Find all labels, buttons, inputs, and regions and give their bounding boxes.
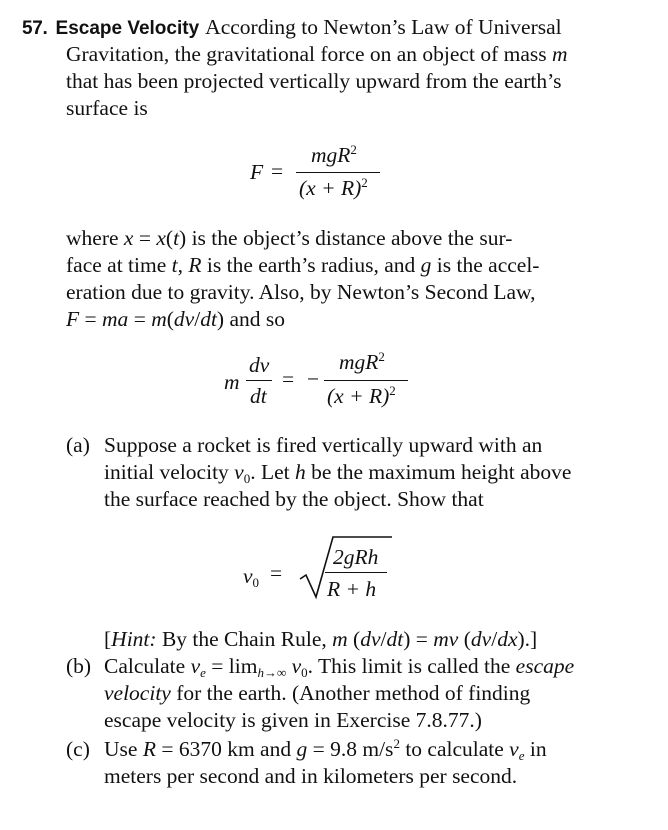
t: for the earth. (Another method of finding (170, 681, 531, 705)
intro-line-1: According to Newton’s Law of Universal (205, 15, 562, 39)
problem-title: Escape Velocity (55, 18, 200, 39)
part-c-line-1 (104, 736, 547, 763)
eq1-equals: = (271, 159, 284, 183)
var-dx: dx (497, 627, 518, 651)
var-dt: dt (386, 627, 404, 651)
part-c-label: (c) (66, 737, 90, 761)
eq2-numerator-right-exp: 2 (378, 349, 385, 364)
var-ma: ma (102, 307, 129, 331)
eq1-numerator-exp: 2 (350, 142, 357, 157)
part-c-line-2: meters per second and in kilometers per second. (104, 764, 518, 788)
var-x: x (156, 226, 166, 250)
t: / (491, 627, 498, 651)
intro-line-2-wrap (66, 41, 568, 68)
var-dv: dv (470, 627, 492, 651)
hint-word: Hint: (111, 627, 157, 651)
eq2-fraction-bar-left (246, 380, 272, 381)
var-dt: dt (200, 307, 217, 331)
t: . Let (250, 460, 295, 484)
t: initial velocity (104, 460, 235, 484)
t: = 9.8 m/s (307, 737, 394, 761)
part-b-label: (b) (66, 654, 92, 678)
intro-line-3: that has been projected vertically upward from the earth’s (66, 69, 562, 93)
eq1-numerator (311, 143, 357, 168)
emph-velocity: velocity (104, 681, 171, 705)
sub-0: 0 (243, 471, 251, 486)
var-t: t (173, 226, 180, 250)
t: / (194, 307, 201, 331)
eq2-denominator-right (327, 384, 396, 409)
part-b-line-3: escape velocity is given in Exercise 7.8.77.) (104, 708, 482, 732)
intro-line-2: Gravitation, the gravitational force on an object of mass (66, 42, 547, 66)
eq2-num-left: dv (249, 353, 270, 377)
eq2-numerator-right-text: mgR (339, 350, 379, 374)
var-v: v (190, 654, 201, 678)
var-m: m (332, 627, 348, 651)
var-v: v (234, 460, 244, 484)
mass-symbol: m (551, 42, 568, 66)
var-h: h (295, 460, 306, 484)
eq3-equals: = (270, 561, 283, 585)
eq2-minus: − (307, 367, 320, 391)
eq2-equals: = (282, 367, 295, 391)
t: / (380, 627, 387, 651)
t: = lim (205, 654, 258, 678)
t: . This limit is called the (307, 654, 516, 678)
body-line-1 (66, 225, 512, 252)
t: ).] (517, 627, 538, 651)
eq2-denominator-right-exp: 2 (389, 383, 396, 398)
problem-number: 57. (22, 18, 48, 39)
t: , (177, 253, 189, 277)
t: Calculate (104, 654, 191, 678)
eq2-numerator-right (339, 350, 385, 375)
body-line-4 (66, 306, 285, 333)
eq3-lhs-sub: 0 (252, 575, 260, 590)
eq2-denominator-right-text: (x + R) (327, 384, 390, 408)
t: = (133, 226, 157, 250)
var-r: R (188, 253, 202, 277)
part-a-line-2 (104, 459, 571, 486)
eq1-denominator-exp: 2 (361, 175, 368, 190)
eq1-denominator-text: (x + R) (299, 176, 362, 200)
eq3-numerator: 2gRh (333, 545, 379, 569)
t: By the Chain Rule, (156, 627, 333, 651)
eq1-fraction-bar (296, 172, 380, 173)
t: face at time (66, 253, 172, 277)
eq2-den-left: dt (250, 384, 267, 408)
eq1-denominator (299, 176, 368, 201)
var-g: g (420, 253, 432, 277)
eq3-denominator: R + h (327, 577, 377, 601)
t: = (128, 307, 152, 331)
var-f: F (66, 307, 80, 331)
t: ( (166, 307, 174, 331)
t: in (524, 737, 547, 761)
hint-line (104, 626, 537, 653)
t: ( (458, 627, 471, 651)
eq3-lhs-v: v (243, 564, 253, 588)
var-m: m (151, 307, 167, 331)
t: where (66, 226, 124, 250)
problem-heading-line (22, 14, 562, 42)
t: to calculate (399, 737, 510, 761)
eq3-fraction-bar (325, 572, 387, 573)
t: = 6370 km and (155, 737, 297, 761)
t: ) is the object’s distance above the sur- (179, 226, 513, 250)
t: is the earth’s radius, and (201, 253, 421, 277)
sub-e: e (200, 665, 206, 680)
part-a-line-1: Suppose a rocket is fired vertically upward with an (104, 433, 543, 457)
lim-subscript: h→∞ (257, 665, 287, 680)
t: ) and so (216, 307, 285, 331)
var-dv: dv (173, 307, 195, 331)
part-a-label: (a) (66, 433, 90, 457)
eq2-fraction-bar-right (324, 380, 408, 381)
intro-line-4: surface is (66, 96, 148, 120)
part-b-line-2 (104, 680, 530, 707)
body-line-3: eration due to gravity. Also, by Newton’s Second Law, (66, 280, 536, 304)
eq2-m: m (224, 370, 240, 394)
t: ( (165, 226, 174, 250)
var-g: g (296, 737, 308, 761)
sup-2: 2 (393, 736, 400, 751)
t: ) = (403, 627, 434, 651)
var-dv: dv (360, 627, 381, 651)
sub-e: e (518, 748, 525, 763)
eq3-lhs (243, 564, 259, 589)
var-x: x (123, 226, 134, 250)
eq1-lhs: F (250, 160, 264, 184)
t: = (79, 307, 103, 331)
var-r: R (142, 737, 156, 761)
emph-escape: escape (515, 654, 575, 678)
sub-0: 0 (301, 665, 308, 680)
var-v: v (291, 654, 302, 678)
var-v: v (509, 737, 519, 761)
t: ( (347, 627, 361, 651)
t: is the accel- (431, 253, 540, 277)
var-t: t (171, 253, 178, 277)
part-a-line-3: the surface reached by the object. Show that (104, 487, 484, 511)
eq1-numerator-text: mgR (311, 143, 351, 167)
t: be the maximum height above (305, 460, 572, 484)
t: Use (104, 737, 143, 761)
t: [ (104, 627, 112, 651)
body-line-2 (66, 252, 539, 279)
var-mv: mv (433, 627, 459, 651)
